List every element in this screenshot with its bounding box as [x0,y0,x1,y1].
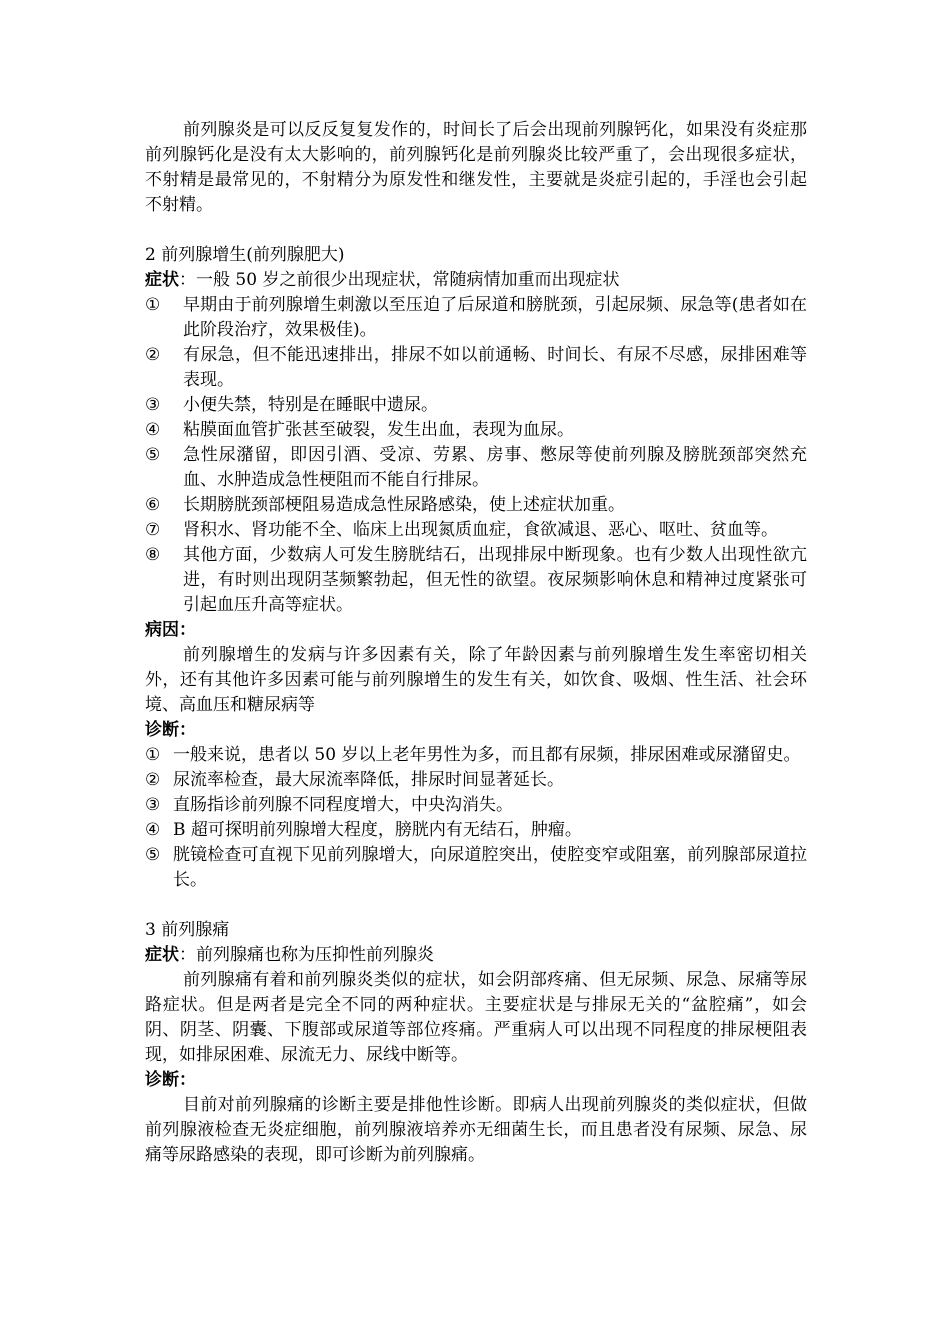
section3-symptoms-line [145,943,807,968]
list-text: 尿流率检查，最大尿流率降低，排尿时间显著延长。 [173,770,564,790]
list-number: ① [145,295,161,315]
list-text: 小便失禁，特别是在睡眠中遗尿。 [183,395,438,415]
list-number: ② [145,345,161,365]
list-number: ⑤ [145,845,161,865]
list-item [145,768,807,793]
section3-diagnosis-label: 诊断： [145,1070,196,1090]
list-number: ⑧ [145,545,161,565]
list-item [145,843,807,893]
intro-paragraph: 前列腺炎是可以反反复复发作的，时间长了后会出现前列腺钙化，如果没有炎症那前列腺钙化是没有太大影响的，前列腺钙化是前列腺炎比较严重了，会出现很多症状，不射精是最常见的，不射精分为原发性和继发性，主要就是炎症引起的，手淫也会引起不射精。 [145,120,807,215]
list-text: 有尿急，但不能迅速排出，排尿不如以前通畅、时间长、有尿不尽感，尿排困难等表现。 [183,345,807,390]
list-item [145,418,807,443]
list-item [145,818,807,843]
list-item [145,343,807,393]
list-text: 长期膀胱颈部梗阻易造成急性尿路感染，使上述症状加重。 [183,495,625,515]
list-number: ③ [145,395,161,415]
section3-symptoms-label: 症状 [145,945,179,965]
list-number: ⑦ [145,520,161,540]
spacer [145,218,807,243]
section2-symptoms-line [145,268,807,293]
list-number: ⑥ [145,495,161,515]
section2-symptoms-intro: ：一般 50 岁之前很少出现症状，常随病情加重而出现症状 [179,270,620,290]
list-item [145,293,807,343]
section3-symptoms-text: 前列腺痛有着和前列腺炎类似的症状，如会阴部疼痛、但无尿频、尿急、尿痛等尿路症状。但是两者是完全不同的两种症状。主要症状是与排尿无关的“盆腔痛”，如会阴、阴茎、阴囊、下腹部或尿道等部位疼痛。严重病人可以出现不同程度的排尿梗阻表现，如排尿困难、尿流无力、尿线中断等。 [145,970,807,1065]
list-item [145,743,807,768]
list-item [145,793,807,818]
list-item [145,393,807,418]
section2-cause-label: 病因： [145,620,196,640]
list-text: 粘膜面血管扩张甚至破裂，发生出血，表现为血尿。 [183,420,574,440]
list-text: 一般来说，患者以 50 岁以上老年男性为多，而且都有尿频，排尿困难或尿潴留史。 [173,745,801,765]
section3-diagnosis-text: 目前对前列腺痛的诊断主要是排他性诊断。即病人出现前列腺炎的类似症状，但做前列腺液检查无炎症细胞，前列腺液培养亦无细菌生长，而且患者没有尿频、尿急、尿痛等尿路感染的表现，即可诊断为前列腺痛。 [145,1095,807,1165]
list-number: ④ [145,820,161,840]
list-text: 其他方面，少数病人可发生膀胱结石，出现排尿中断现象。也有少数人出现性欲亢进，有时则出现阴茎频繁勃起，但无性的欲望。夜尿频影响休息和精神过度紧张可引起血压升高等症状。 [183,545,807,615]
section3-heading: 3 前列腺痛 [145,920,230,940]
list-number: ③ [145,795,161,815]
list-text: 肾积水、肾功能不全、临床上出现氮质血症，食欲减退、恶心、呕吐、贫血等。 [183,520,778,540]
list-item [145,543,807,618]
list-text: 早期由于前列腺增生刺激以至压迫了后尿道和膀胱颈，引起尿频、尿急等(患者如在此阶段治疗，效果极佳)。 [183,295,807,340]
document-page [145,118,807,1168]
list-text: 直肠指诊前列腺不同程度增大，中央沟消失。 [173,795,513,815]
list-text: 胱镜检查可直视下见前列腺增大，向尿道腔突出，使腔变窄或阻塞，前列腺部尿道拉长。 [173,845,807,890]
list-text: 急性尿潴留，即因引酒、受凉、劳累、房事、憋尿等使前列腺及膀胱颈部突然充血、水肿造成急性梗阻而不能自行排尿。 [183,445,807,490]
list-number: ⑤ [145,445,161,465]
section2-diagnosis-label: 诊断： [145,720,196,740]
list-number: ④ [145,420,161,440]
section3-symptoms-intro: ：前列腺痛也称为压抑性前列腺炎 [179,945,434,965]
list-number: ① [145,745,161,765]
list-number: ② [145,770,161,790]
section2-symptom-list [145,293,807,618]
section2-cause-text: 前列腺增生的发病与许多因素有关，除了年龄因素与前列腺增生发生率密切相关外，还有其他许多因素可能与前列腺增生的发生有关，如饮食、吸烟、性生活、社会环境、高血压和糖尿病等 [145,645,807,715]
list-item [145,518,807,543]
section2-diagnosis-list [145,743,807,893]
list-item [145,493,807,518]
spacer [145,893,807,918]
list-item [145,443,807,493]
section2-heading: 2 前列腺增生(前列腺肥大) [145,245,345,265]
section2-symptoms-label: 症状 [145,270,179,290]
list-text: B 超可探明前列腺增大程度，膀胱内有无结石，肿瘤。 [173,820,582,840]
